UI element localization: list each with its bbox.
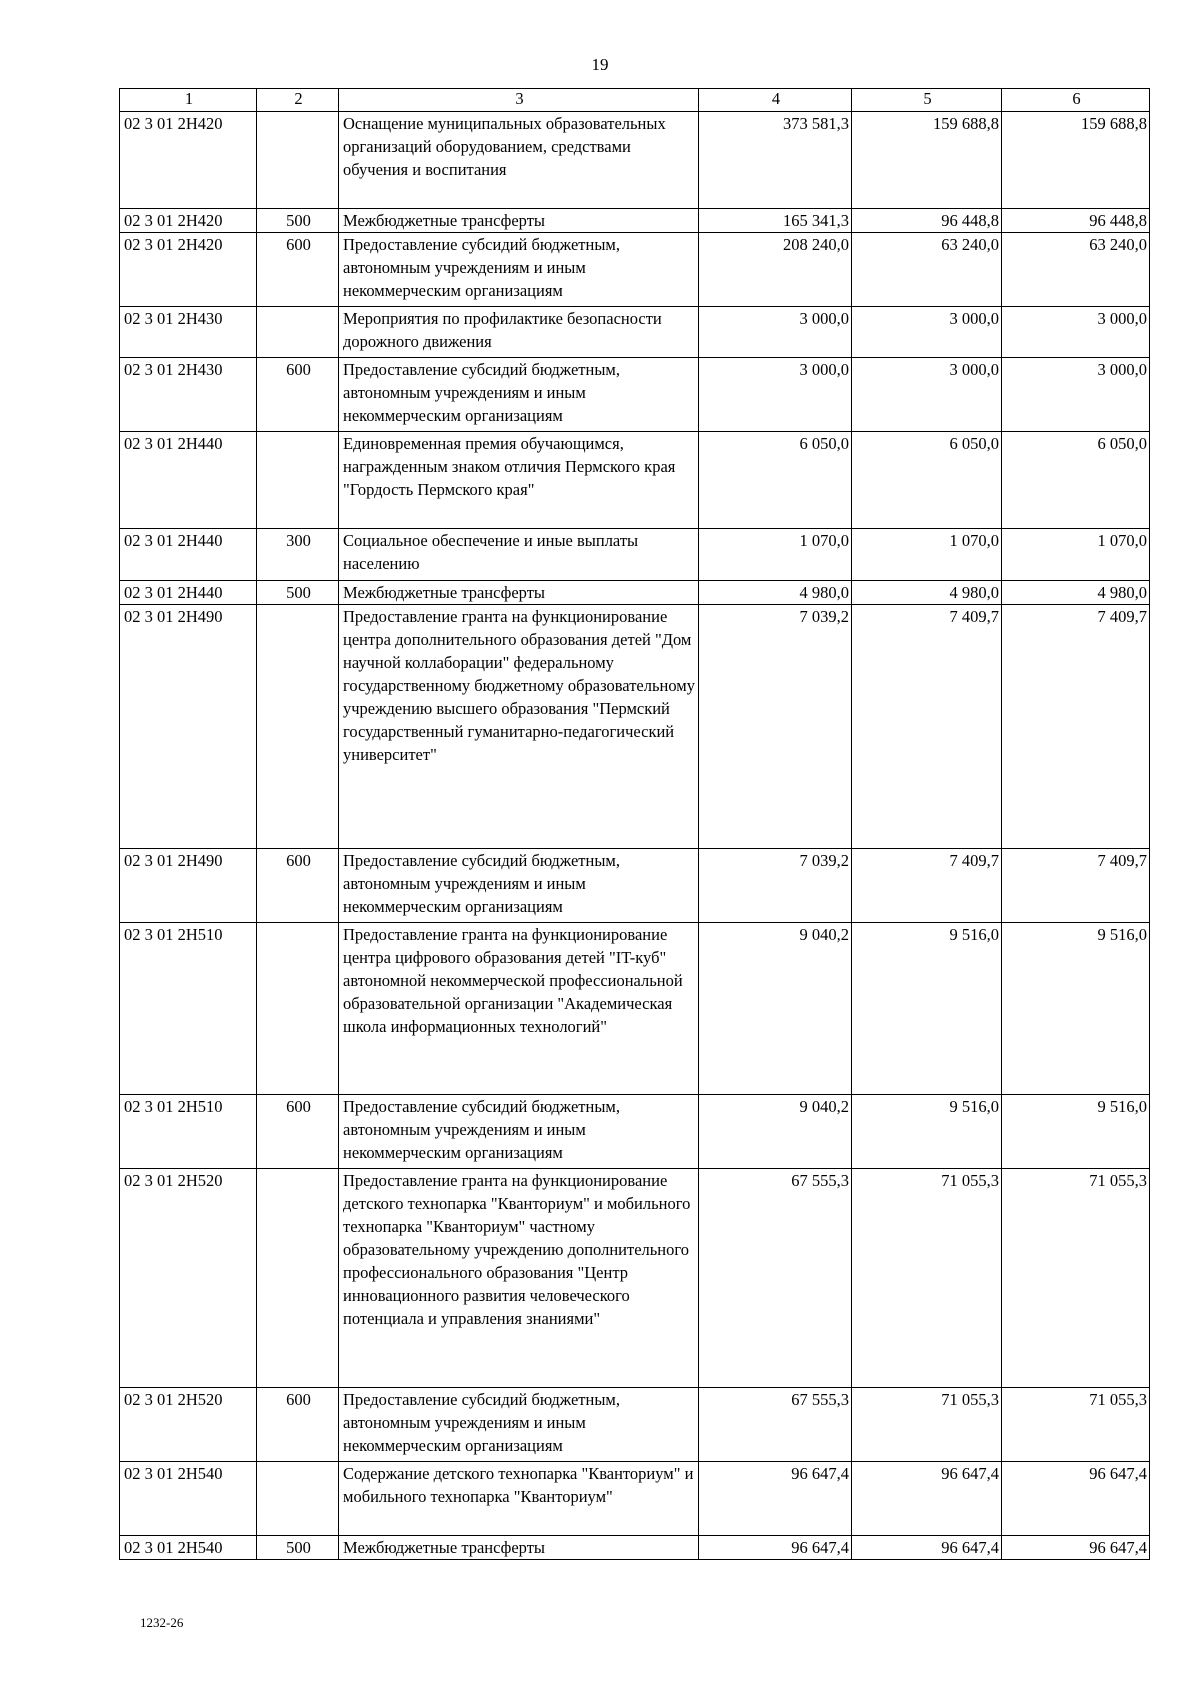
- cell-code: 02 3 01 2Н490: [120, 849, 257, 923]
- cell-name: Предоставление гранта на функционирование центра цифрового образования детей "IT-куб" автономной некоммерческой профессиональной образовательной организации "Академическая школа информационных технологий": [339, 923, 699, 1095]
- table-row: [120, 581, 1150, 605]
- cell-code: 02 3 01 2Н420: [120, 209, 257, 233]
- cell-value-4: 165 341,3: [699, 209, 852, 233]
- header-col-1: 1: [120, 89, 257, 112]
- table-row: [120, 1169, 1150, 1388]
- cell-value-4: 373 581,3: [699, 112, 852, 209]
- cell-kvr: [257, 605, 339, 849]
- cell-value-5: 4 980,0: [852, 581, 1002, 605]
- cell-value-5: 71 055,3: [852, 1169, 1002, 1388]
- cell-kvr: [257, 112, 339, 209]
- table-row: [120, 923, 1150, 1095]
- table-row: [120, 1536, 1150, 1560]
- cell-value-5: 96 448,8: [852, 209, 1002, 233]
- cell-value-5: 159 688,8: [852, 112, 1002, 209]
- table-row: [120, 307, 1150, 358]
- table-row: [120, 605, 1150, 849]
- cell-value-6: 9 516,0: [1002, 1095, 1150, 1169]
- header-col-5: 5: [852, 89, 1002, 112]
- cell-code: 02 3 01 2Н540: [120, 1536, 257, 1560]
- cell-value-4: 96 647,4: [699, 1462, 852, 1536]
- cell-code: 02 3 01 2Н490: [120, 605, 257, 849]
- cell-code: 02 3 01 2Н510: [120, 923, 257, 1095]
- cell-name: Единовременная премия обучающимся, награжденным знаком отличия Пермского края "Гордость Пермского края": [339, 432, 699, 529]
- cell-value-4: 4 980,0: [699, 581, 852, 605]
- cell-kvr: 600: [257, 1095, 339, 1169]
- cell-code: 02 3 01 2Н430: [120, 358, 257, 432]
- table-row: [120, 849, 1150, 923]
- cell-value-6: 159 688,8: [1002, 112, 1150, 209]
- cell-value-5: 3 000,0: [852, 307, 1002, 358]
- header-col-3: 3: [339, 89, 699, 112]
- cell-code: 02 3 01 2Н520: [120, 1169, 257, 1388]
- cell-kvr: 600: [257, 849, 339, 923]
- cell-code: 02 3 01 2Н420: [120, 112, 257, 209]
- table-row: [120, 1462, 1150, 1536]
- cell-name: Предоставление субсидий бюджетным, автономным учреждениям и иным некоммерческим организациям: [339, 849, 699, 923]
- cell-value-4: 67 555,3: [699, 1388, 852, 1462]
- cell-value-5: 71 055,3: [852, 1388, 1002, 1462]
- cell-value-6: 1 070,0: [1002, 529, 1150, 581]
- cell-value-6: 96 647,4: [1002, 1462, 1150, 1536]
- cell-kvr: [257, 432, 339, 529]
- cell-code: 02 3 01 2Н440: [120, 432, 257, 529]
- cell-value-4: 9 040,2: [699, 1095, 852, 1169]
- cell-code: 02 3 01 2Н440: [120, 581, 257, 605]
- cell-value-5: 7 409,7: [852, 605, 1002, 849]
- cell-name: Предоставление субсидий бюджетным, автономным учреждениям и иным некоммерческим организациям: [339, 233, 699, 307]
- cell-value-4: 67 555,3: [699, 1169, 852, 1388]
- cell-kvr: 500: [257, 209, 339, 233]
- document-footer-code: 1232-26: [140, 1615, 184, 1630]
- cell-name: Межбюджетные трансферты: [339, 1536, 699, 1560]
- cell-name: Мероприятия по профилактике безопасности дорожного движения: [339, 307, 699, 358]
- table-row: [120, 358, 1150, 432]
- cell-value-4: 7 039,2: [699, 849, 852, 923]
- cell-value-5: 9 516,0: [852, 923, 1002, 1095]
- table-row: [120, 529, 1150, 581]
- cell-value-5: 7 409,7: [852, 849, 1002, 923]
- cell-name: Предоставление гранта на функционирование центра дополнительного образования детей "Дом научной коллаборации" федеральному государственному бюджетному образовательному учреждению высшего образования "Пермский государственный гуманитарно-педагогический университет": [339, 605, 699, 849]
- cell-value-6: 3 000,0: [1002, 358, 1150, 432]
- cell-kvr: [257, 923, 339, 1095]
- cell-value-4: 3 000,0: [699, 307, 852, 358]
- table-row: [120, 432, 1150, 529]
- cell-value-6: 9 516,0: [1002, 923, 1150, 1095]
- cell-kvr: 600: [257, 1388, 339, 1462]
- table-row: [120, 1388, 1150, 1462]
- cell-name: Предоставление субсидий бюджетным, автономным учреждениям и иным некоммерческим организациям: [339, 358, 699, 432]
- table-row: [120, 1095, 1150, 1169]
- cell-name: Предоставление гранта на функционирование детского технопарка "Кванториум" и мобильного технопарка "Кванториум" частному образовательному учреждению дополнительного профессионального образования "Центр инновационного развития человеческого потенциала и управления знаниями": [339, 1169, 699, 1388]
- cell-value-5: 63 240,0: [852, 233, 1002, 307]
- cell-kvr: 600: [257, 358, 339, 432]
- cell-kvr: [257, 1462, 339, 1536]
- table-row: [120, 233, 1150, 307]
- cell-value-4: 96 647,4: [699, 1536, 852, 1560]
- cell-kvr: 500: [257, 1536, 339, 1560]
- cell-value-6: 4 980,0: [1002, 581, 1150, 605]
- cell-value-4: 208 240,0: [699, 233, 852, 307]
- cell-value-4: 9 040,2: [699, 923, 852, 1095]
- cell-value-5: 1 070,0: [852, 529, 1002, 581]
- cell-kvr: [257, 307, 339, 358]
- cell-value-4: 3 000,0: [699, 358, 852, 432]
- cell-code: 02 3 01 2Н420: [120, 233, 257, 307]
- header-col-4: 4: [699, 89, 852, 112]
- cell-value-4: 1 070,0: [699, 529, 852, 581]
- cell-value-5: 6 050,0: [852, 432, 1002, 529]
- cell-value-6: 96 448,8: [1002, 209, 1150, 233]
- cell-value-6: 3 000,0: [1002, 307, 1150, 358]
- cell-name: Оснащение муниципальных образовательных организаций оборудованием, средствами обучения и воспитания: [339, 112, 699, 209]
- cell-value-4: 7 039,2: [699, 605, 852, 849]
- header-col-6: 6: [1002, 89, 1150, 112]
- cell-value-6: 96 647,4: [1002, 1536, 1150, 1560]
- header-col-2: 2: [257, 89, 339, 112]
- cell-value-6: 71 055,3: [1002, 1388, 1150, 1462]
- table-row: [120, 209, 1150, 233]
- cell-value-5: 96 647,4: [852, 1536, 1002, 1560]
- cell-value-5: 3 000,0: [852, 358, 1002, 432]
- cell-name: Социальное обеспечение и иные выплаты населению: [339, 529, 699, 581]
- cell-value-5: 9 516,0: [852, 1095, 1002, 1169]
- table-row: [120, 112, 1150, 209]
- cell-code: 02 3 01 2Н510: [120, 1095, 257, 1169]
- cell-kvr: 600: [257, 233, 339, 307]
- cell-value-6: 71 055,3: [1002, 1169, 1150, 1388]
- cell-kvr: [257, 1169, 339, 1388]
- cell-code: 02 3 01 2Н440: [120, 529, 257, 581]
- cell-code: 02 3 01 2Н430: [120, 307, 257, 358]
- cell-code: 02 3 01 2Н520: [120, 1388, 257, 1462]
- cell-value-6: 63 240,0: [1002, 233, 1150, 307]
- cell-value-4: 6 050,0: [699, 432, 852, 529]
- cell-name: Межбюджетные трансферты: [339, 581, 699, 605]
- page-number: 19: [591, 55, 609, 74]
- cell-kvr: 500: [257, 581, 339, 605]
- budget-table: [119, 88, 1150, 1560]
- cell-name: Межбюджетные трансферты: [339, 209, 699, 233]
- cell-value-6: 7 409,7: [1002, 849, 1150, 923]
- cell-name: Содержание детского технопарка "Кванториум" и мобильного технопарка "Кванториум": [339, 1462, 699, 1536]
- cell-value-6: 6 050,0: [1002, 432, 1150, 529]
- cell-name: Предоставление субсидий бюджетным, автономным учреждениям и иным некоммерческим организациям: [339, 1388, 699, 1462]
- cell-kvr: 300: [257, 529, 339, 581]
- cell-code: 02 3 01 2Н540: [120, 1462, 257, 1536]
- header-row: [120, 89, 1150, 112]
- cell-value-5: 96 647,4: [852, 1462, 1002, 1536]
- cell-name: Предоставление субсидий бюджетным, автономным учреждениям и иным некоммерческим организациям: [339, 1095, 699, 1169]
- cell-value-6: 7 409,7: [1002, 605, 1150, 849]
